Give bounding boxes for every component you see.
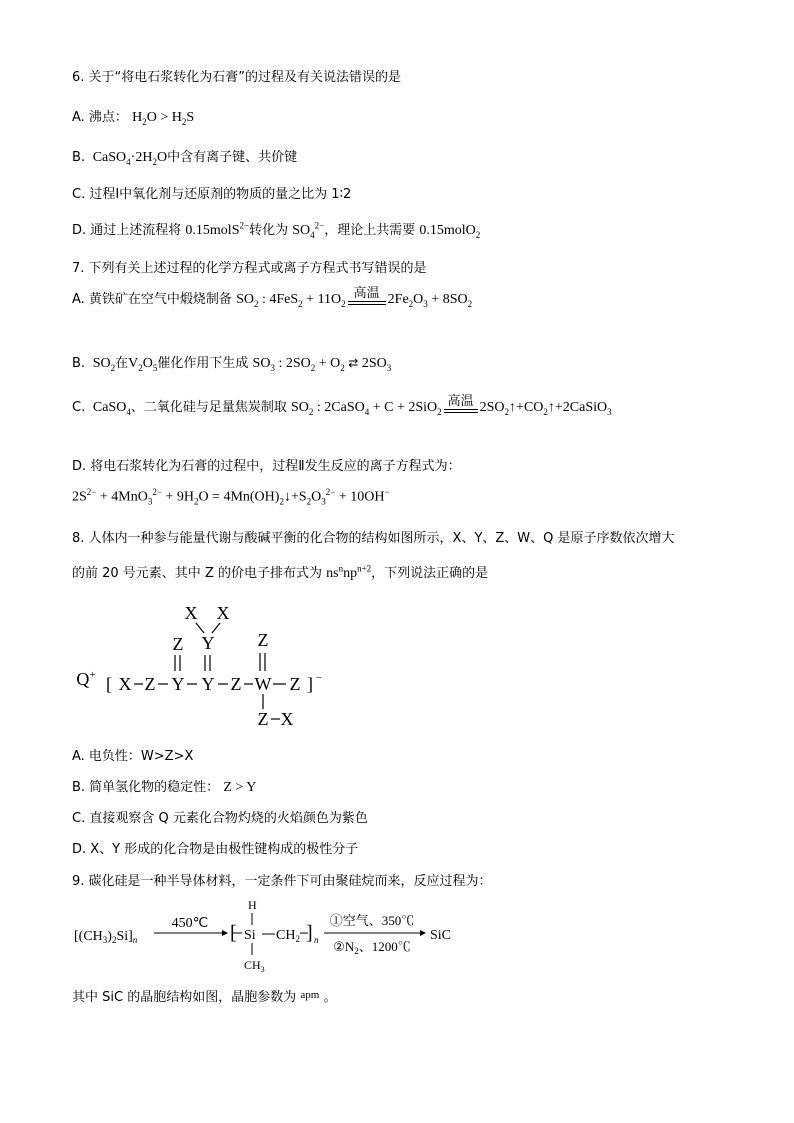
atom-y-chain-2: Y	[201, 674, 215, 694]
atom-z-upper-1: Z	[172, 634, 184, 654]
atom-w: W	[254, 674, 272, 694]
q9-lattice-parameter: apm	[300, 989, 320, 1001]
q6-d-suffix: ，理论上共需要	[324, 223, 416, 238]
atom-z-upper-2: Z	[257, 630, 269, 650]
q7-a-equation: $SO_2$ : $4FeS_2 + 11O_2$ 高温 $2Fe_2O_3 + 8SO_2$	[236, 286, 473, 309]
q8-option-c: C. 直接观察含 Q 元素化合物灼烧的火焰颜色为紫色	[72, 811, 368, 826]
atom-z-chain-3: Z	[289, 674, 301, 694]
q7-b-label: B.	[72, 356, 86, 371]
atom-y-top: Y	[201, 633, 215, 653]
q8-b-label: B. 简单氢化物的稳定性：	[72, 780, 220, 795]
q9-stem: 9. 碳化硅是一种半导体材料，一定条件下可由聚硅烷而来，反应过程为：	[72, 874, 492, 889]
q6-option-c: C. 过程Ⅰ中氧化剂与还原剂的物质的量之比为 1∶2	[72, 187, 352, 202]
q7-c-caso4: CaSO$_4$	[89, 400, 131, 417]
q8-option-b	[72, 776, 256, 796]
svg-text:[: [	[106, 674, 112, 694]
q7-a-condition: 高温	[348, 286, 386, 309]
q9-tail-suffix: 。	[323, 990, 337, 1005]
q9-reaction-scheme	[72, 895, 492, 975]
q7-b-equation: $SO_3$ : $2SO_2 + O_2$ ⇄ $2SO_3$	[252, 356, 392, 373]
q8-stem2-prefix: 的前 20 号元素、其中 Z 的价电子排布式为	[72, 566, 322, 581]
q9-tail	[72, 986, 336, 1005]
q7-c-mid: 、二氧化硅与足量焦炭制取	[130, 400, 287, 416]
q7-b-mid1: 在	[115, 356, 129, 371]
q8-option-a: A. 电负性：W>Z>X	[72, 749, 194, 764]
q7-d-equation: $2S^{2-} + 4MnO_3^{2-} + 9H_2O$ = $4Mn(OH)_2↓+S_2O_3^{2-} + 10OH^-$	[72, 487, 390, 507]
step2-condition-top: ①空气、350℃	[329, 913, 415, 928]
q7-c-condition: 高温	[444, 394, 478, 417]
q6-d-label: D. 通过上述流程将	[72, 223, 182, 238]
q7-b-catalyst: $V_2O_5$	[128, 356, 158, 373]
q6-a-label: A. 沸点：	[72, 110, 128, 125]
q7-b-mid2: 催化作用下生成	[157, 356, 249, 371]
atom-x-top-right: X	[216, 603, 230, 623]
q7-option-b	[72, 352, 391, 373]
q6-option-b	[72, 146, 297, 167]
q6-b-formula: $CaSO_4\cdot 2H_2O$	[89, 150, 168, 167]
q6-d-ion: $SO_4^{2-}$	[292, 220, 325, 240]
q6-b-label: B.	[72, 150, 86, 165]
q7-option-a	[72, 286, 472, 309]
q6-d-mid: 转化为	[249, 223, 289, 238]
q7-c-label: C.	[72, 400, 86, 416]
svg-text:]: ]	[306, 922, 313, 944]
q7-option-d: D. 将电石浆转化为石膏的过程中，过程Ⅱ发生反应的离子方程式为：	[72, 459, 461, 474]
q7-stem: 7. 下列有关上述过程的化学方程式或离子方程式书写错误的是	[72, 261, 427, 276]
svg-text:H: H	[248, 898, 257, 912]
atom-y-chain-1: Y	[171, 674, 185, 694]
arrow-head-icon	[222, 930, 228, 936]
q8-stem-line2	[72, 562, 488, 582]
arrow-head-icon-2	[420, 930, 426, 936]
atom-x-chain: X	[118, 674, 132, 694]
cation-q: Q+	[76, 669, 96, 689]
polysilane-formula: $[(CH_3)_2Si]_n$	[74, 929, 138, 945]
atom-z-lower: Z	[257, 709, 269, 729]
q8-option-d: D. X、Y 形成的化合物是由极性键构成的极性分子	[72, 842, 359, 857]
q6-b-text: 中含有离子键、共价键	[167, 150, 298, 165]
step2-condition-bottom: $②N_2$、1200℃	[333, 939, 411, 956]
svg-text:CH3: $CH_3$	[244, 958, 265, 974]
q7-a-label: A. 黄铁矿在空气中煅烧制备	[72, 292, 232, 308]
q6-option-d	[72, 219, 480, 240]
q6-d-amount: 0.15molS$^{2-}$	[185, 220, 250, 238]
q6-option-a	[72, 106, 194, 127]
q8-b-formula: Z > Y	[223, 780, 257, 795]
product-sic: SiC	[430, 928, 452, 943]
atom-x-lower: X	[280, 709, 294, 729]
reversible-arrow-icon: ⇄	[348, 356, 359, 370]
q9-tail-prefix: 其中 SiC 的晶胞结构如图，晶胞参数为	[72, 990, 297, 1005]
q8-electron-config: $ns^nnp^{n+2}$	[326, 563, 372, 581]
q7-b-so2: $SO_2$	[89, 356, 116, 373]
q8-stem-line1: 8. 人体内一种参与能量代谢与酸碱平衡的化合物的结构如图所示，X、Y、Z、W、Q 是原子序数依次增大	[72, 531, 675, 546]
intermediate-si: Si	[244, 928, 256, 943]
q8-stem2-suffix: ，下列说法正确的是	[371, 566, 489, 581]
q6-d-o2: 0.15molO$_2$	[419, 223, 481, 240]
svg-text:−: −	[315, 672, 323, 684]
atom-z-chain-2: Z	[230, 674, 242, 694]
svg-text:]: ]	[307, 674, 313, 694]
q7-option-c	[72, 394, 612, 417]
atom-z-chain-1: Z	[144, 674, 156, 694]
svg-text:CH2: $CH_2$	[276, 928, 300, 944]
q8-structure-diagram	[70, 597, 330, 737]
left-bracket: [	[230, 922, 237, 944]
q7-c-equation: $SO_2$ : 2CaSO$_4$ + C + 2SiO$_2$ 高温 $2SO_2↑+CO_2↑+2CaSiO_3$	[290, 394, 612, 417]
q6-stem: 6. 关于“将电石浆转化为石膏”的过程及有关说法错误的是	[72, 70, 402, 85]
svg-text:n: n	[314, 935, 319, 945]
step1-condition: 450℃	[171, 916, 209, 931]
atom-x-top-left: X	[184, 603, 198, 623]
q6-a-formula: $H_2O > H_2S$	[132, 110, 195, 127]
